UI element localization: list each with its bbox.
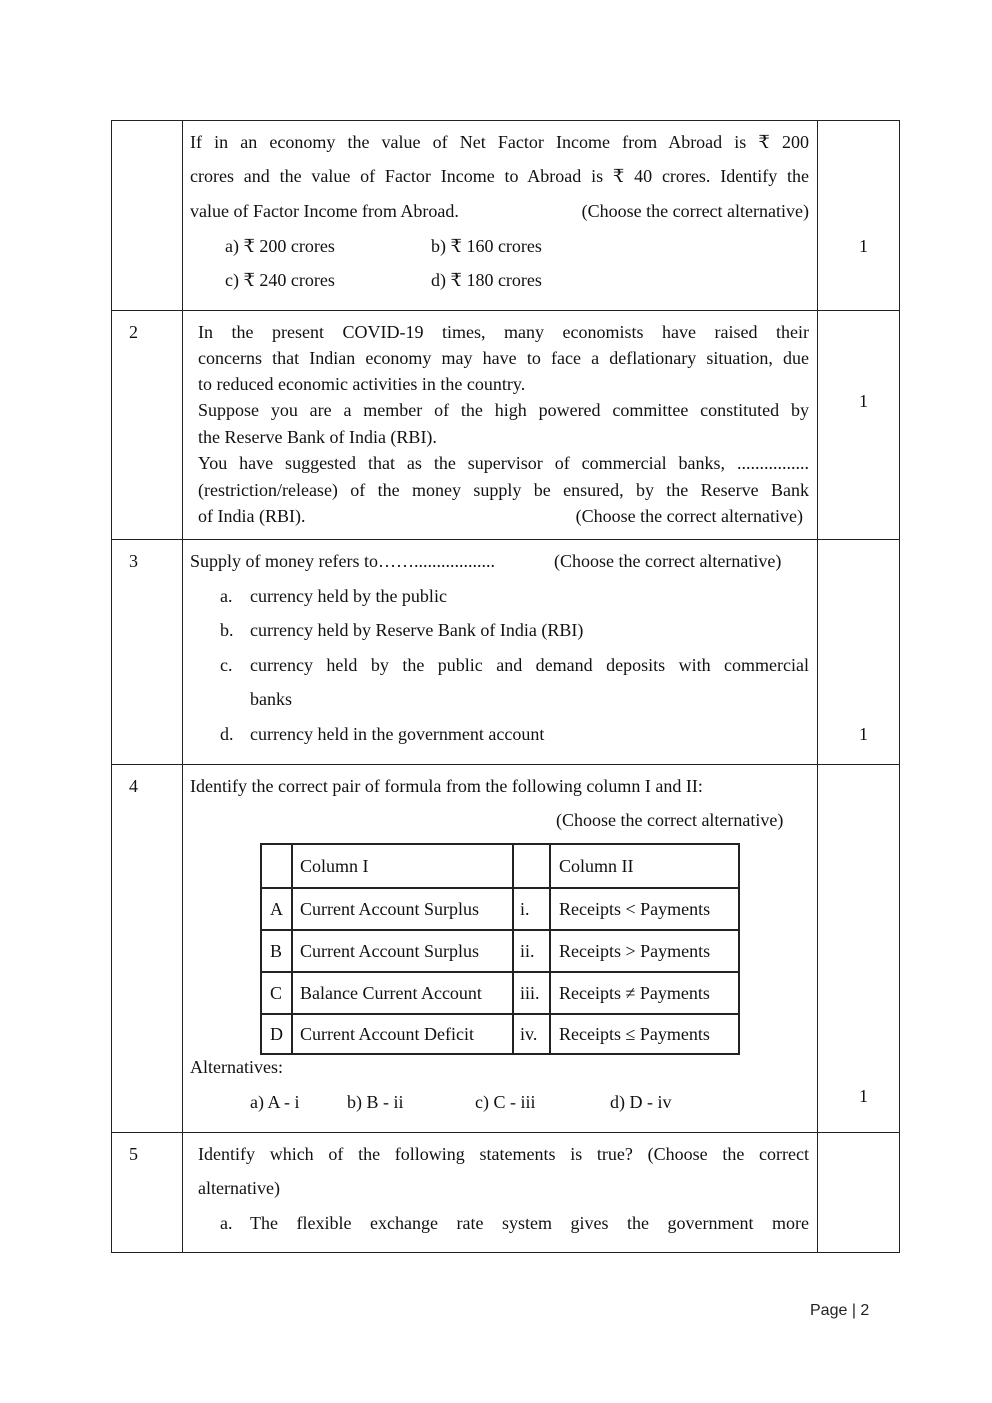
question-number: 2 <box>129 322 138 342</box>
option-b: b) ₹ 160 crores <box>431 236 542 256</box>
question-text-line: alternative) <box>198 1178 280 1198</box>
alternative-option: d) D - iv <box>610 1092 672 1112</box>
option-text: currency held by the public <box>250 586 447 606</box>
table-cell: i. <box>520 899 530 919</box>
table-cell: C <box>270 983 283 1003</box>
question-text-line: of India (RBI). <box>198 506 306 526</box>
table-column-divider <box>291 845 293 1053</box>
table-row-divider <box>262 887 738 889</box>
question-text-line: Suppose you are a member of the high powered committee constituted by <box>198 400 809 420</box>
table-cell: Receipts > Payments <box>559 941 711 961</box>
option-letter: b. <box>220 620 234 640</box>
option-c: c) ₹ 240 crores <box>225 270 335 290</box>
alternative-option: b) B - ii <box>347 1092 404 1112</box>
table-cell: Current Account Deficit <box>300 1024 474 1044</box>
instruction-text: (Choose the correct alternative) <box>575 506 803 526</box>
marks-value: 1 <box>859 236 868 256</box>
table-column-divider <box>549 845 551 1053</box>
option-text: currency held by Reserve Bank of India (RBI) <box>250 620 584 640</box>
question-text-line: value of Factor Income from Abroad. <box>190 201 459 221</box>
question-text-line: (restriction/release) of the money supply be ensured, by the Reserve Bank <box>198 480 809 500</box>
table-cell: iii. <box>520 983 540 1003</box>
table-cell: Receipts ≤ Payments <box>559 1024 710 1044</box>
alternative-option: c) C - iii <box>475 1092 536 1112</box>
table-cell: Receipts < Payments <box>559 899 711 919</box>
table-cell: Current Account Surplus <box>300 899 479 919</box>
question-number: 3 <box>129 551 138 571</box>
option-letter: a. <box>220 586 233 606</box>
instruction-text: (Choose the correct alternative) <box>556 810 784 830</box>
column-divider <box>182 121 183 1252</box>
option-text: The flexible exchange rate system gives the government more <box>250 1213 809 1233</box>
question-stem: Identify the correct pair of formula from the following column I and II: <box>190 776 703 796</box>
question-number: 5 <box>129 1144 138 1164</box>
page-number: Page | 2 <box>810 1302 870 1319</box>
question-table <box>111 120 900 1253</box>
row-divider <box>112 539 899 540</box>
table-cell: iv. <box>520 1024 538 1044</box>
option-a: a) ₹ 200 crores <box>225 236 335 256</box>
option-letter: c. <box>220 655 233 675</box>
table-row-divider <box>262 1013 738 1015</box>
table-row-divider <box>262 971 738 973</box>
marks-value: 1 <box>859 391 868 411</box>
option-d: d) ₹ 180 crores <box>431 270 542 290</box>
row-divider <box>112 310 899 311</box>
table-column-divider <box>512 845 514 1053</box>
column-divider <box>817 121 818 1252</box>
table-cell: Current Account Surplus <box>300 941 479 961</box>
table-row-divider <box>262 929 738 931</box>
question-text-line: concerns that Indian economy may have to face a deflationary situation, due <box>198 348 809 368</box>
table-cell: D <box>270 1024 283 1044</box>
question-number: 4 <box>129 776 138 796</box>
table-cell: ii. <box>520 941 535 961</box>
option-text: currency held in the government account <box>250 724 545 744</box>
row-divider <box>112 764 899 765</box>
question-text-line: You have suggested that as the supervisor of commercial banks, ................ <box>198 453 809 473</box>
formula-table <box>260 843 740 1055</box>
table-cell: Receipts ≠ Payments <box>559 983 710 1003</box>
instruction-text: (Choose the correct alternative) <box>554 551 782 571</box>
marks-value: 1 <box>859 1086 868 1106</box>
question-text-line: the Reserve Bank of India (RBI). <box>198 427 437 447</box>
question-text-line: Identify which of the following statements is true? (Choose the correct <box>198 1144 809 1164</box>
table-header-cell: Column I <box>300 856 369 876</box>
instruction-text: (Choose the correct alternative) <box>581 201 809 221</box>
row-divider <box>112 1132 899 1133</box>
option-letter: a. <box>220 1213 233 1233</box>
marks-value: 1 <box>859 724 868 744</box>
question-text-line: In the present COVID-19 times, many economists have raised their <box>198 322 809 342</box>
alternatives-label: Alternatives: <box>190 1057 283 1077</box>
table-cell: Balance Current Account <box>300 983 482 1003</box>
question-last-line <box>198 507 803 525</box>
alternative-option: a) A - i <box>250 1092 300 1112</box>
option-letter: d. <box>220 724 234 744</box>
option-text: currency held by the public and demand deposits with commercial <box>250 655 809 675</box>
question-text-line: crores and the value of Factor Income to Abroad is ₹ 40 crores. Identify the <box>190 166 809 186</box>
question-last-line <box>190 202 809 220</box>
table-cell: A <box>270 899 283 919</box>
table-cell: B <box>270 941 283 961</box>
option-text-continued: banks <box>250 689 292 709</box>
table-header-cell: Column II <box>559 856 634 876</box>
question-stem: Supply of money refers to…….................. <box>190 551 495 571</box>
question-text-line: If in an economy the value of Net Factor Income from Abroad is ₹ 200 <box>190 132 809 152</box>
question-text-line: to reduced economic activities in the country. <box>198 374 526 394</box>
